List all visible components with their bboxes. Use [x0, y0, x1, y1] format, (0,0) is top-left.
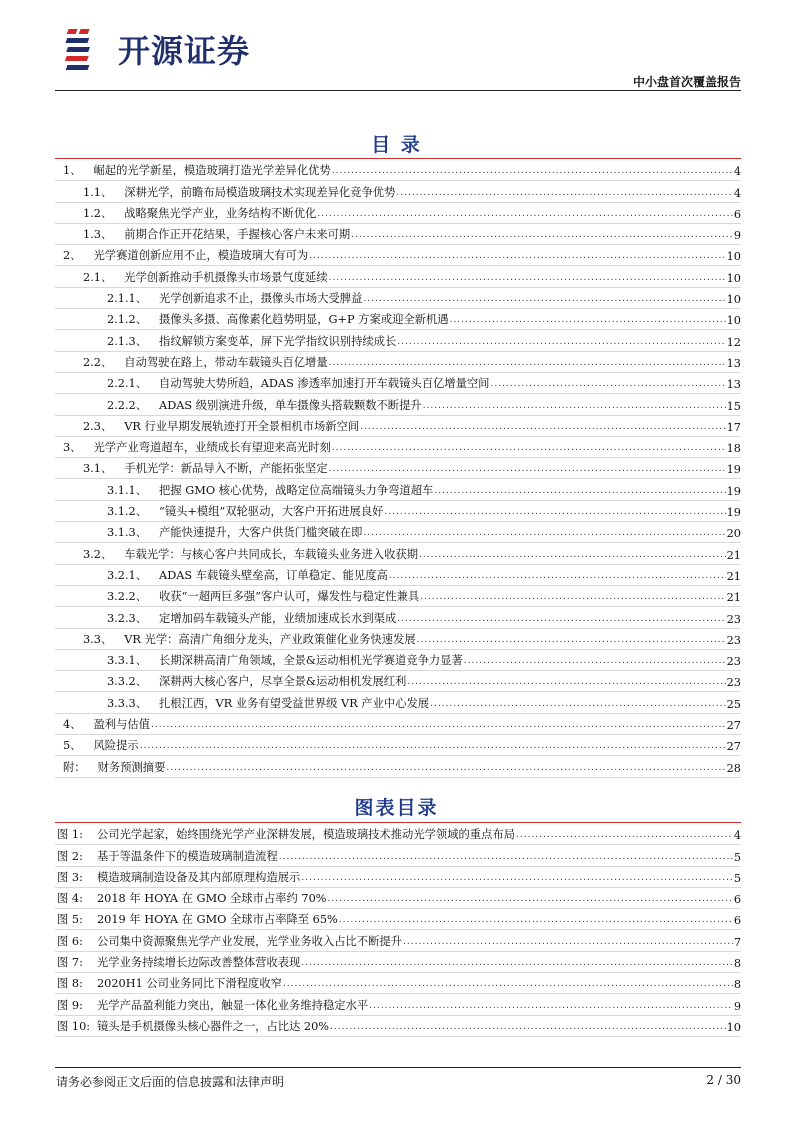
toc-entry[interactable]	[55, 330, 741, 351]
toc-entry-page: 23	[726, 655, 741, 669]
toc-entry-number: 3.2.2、	[107, 590, 148, 604]
toc-entry-title: 前期合作正开花结果，手握核心客户未来可期	[124, 228, 351, 242]
toc-entry-page: 4	[733, 186, 741, 200]
figure-entry-number: 图 5:	[57, 913, 83, 927]
toc-leader-dots	[360, 423, 725, 434]
toc-entry-number: 2.1.2、	[107, 313, 148, 327]
toc-entry-title: 崛起的光学新星，模造玻璃打造光学差异化优势	[93, 164, 331, 178]
figure-entry-title: 模造玻璃制造设备及其内部原理构造展示	[97, 870, 301, 884]
toc-leader-dots	[384, 508, 725, 519]
toc-entry[interactable]	[55, 607, 741, 628]
toc-entry-title: ADAS 车载镜头壁垒高，订单稳定、能见度高	[159, 568, 388, 582]
figure-entry-number: 图 4:	[57, 892, 83, 906]
toc-entry-page: 17	[726, 420, 741, 434]
toc-leader-dots	[434, 487, 725, 498]
toc-leader-dots	[332, 167, 733, 178]
toc-entry-title: 财务预测摘要	[97, 760, 166, 774]
toc-entry-page: 27	[726, 740, 741, 754]
figure-entry[interactable]	[55, 909, 741, 930]
toc-entry-number: 1.1、	[83, 185, 113, 199]
figure-leader-dots	[516, 831, 733, 842]
toc-entry-title: 风险提示	[93, 739, 139, 753]
figure-entry-page: 9	[733, 999, 741, 1013]
footer-disclaimer: 请务必参阅正文后面的信息披露和法律声明	[56, 1075, 285, 1089]
figure-entry[interactable]	[55, 888, 741, 909]
figure-entry[interactable]	[55, 867, 741, 888]
toc-leader-dots	[419, 551, 726, 562]
figure-entry-number: 图 8:	[57, 977, 83, 991]
toc-entry-number: 3.3.1、	[107, 654, 148, 668]
figure-entry-title: 公司光学起家，始终围绕光学产业深耕发展，模造玻璃技术推动光学领域的重点布局	[97, 828, 515, 842]
toc-leader-dots	[397, 615, 725, 626]
toc-entry[interactable]	[55, 288, 741, 309]
toc-entry[interactable]	[55, 394, 741, 415]
toc-entry-number: 2.2.2、	[107, 398, 148, 412]
toc-entry-title: 战略聚焦光学产业，业务结构不断优化	[124, 206, 317, 220]
toc-leader-dots	[464, 657, 726, 668]
toc-entry-title: 摄像头多摄、高像素化趋势明显，G+P 方案或迎全新机遇	[159, 313, 449, 327]
toc-entry[interactable]	[55, 160, 741, 181]
toc-entry[interactable]	[55, 756, 741, 777]
toc-entry-page: 4	[733, 165, 741, 179]
figure-entry-title: 基于等温条件下的模造玻璃制造流程	[97, 849, 278, 863]
toc-entry-title: 手机光学：新品导入不断，产能拓张坚定	[124, 462, 328, 476]
toc-leader-dots	[317, 210, 732, 221]
toc-entry[interactable]	[55, 501, 741, 522]
figure-list	[55, 824, 741, 1037]
toc-entry[interactable]	[55, 629, 741, 650]
toc-entry-title: 定增加码车载镜头产能，业绩加速成长水到渠成	[159, 611, 397, 625]
figure-entry-title: 光学产品盈利能力突出，触显一体化业务维持稳定水平	[97, 998, 369, 1012]
figure-entry-number: 图 3:	[57, 870, 83, 884]
toc-entry-title: 光学创新追求不止，摄像头市场大受脾益	[159, 292, 363, 306]
toc-entry[interactable]	[55, 181, 741, 202]
figure-entry-number: 图 1:	[57, 828, 83, 842]
toc-entry-page: 10	[726, 271, 741, 285]
toc-entry[interactable]	[55, 692, 741, 713]
toc-entry-page: 20	[726, 527, 741, 541]
toc-leader-dots	[420, 593, 725, 604]
toc-entry[interactable]	[55, 479, 741, 500]
toc-entry-page: 19	[726, 484, 741, 498]
toc-leader-dots	[396, 189, 732, 200]
toc-entry[interactable]	[55, 373, 741, 394]
toc-heading-divider	[55, 158, 741, 159]
toc-entry-page: 23	[726, 633, 741, 647]
toc-entry[interactable]	[55, 586, 741, 607]
toc-entry-title: 光学创新推动手机摄像头市场景气度延续	[124, 270, 328, 284]
toc-entry-title: 产能快速提升，大客户供货门槛突破在即	[159, 526, 363, 540]
figure-entry-number: 图 10:	[57, 1019, 91, 1033]
toc-entry[interactable]	[55, 671, 741, 692]
toc-entry-page: 10	[726, 314, 741, 328]
figure-entry-page: 10	[726, 1020, 741, 1034]
toc-entry-number: 3.2.3、	[107, 611, 148, 625]
brand-name: 开源证券	[118, 32, 251, 70]
toc-leader-dots	[332, 444, 726, 455]
toc-entry-number: 3.1.2、	[107, 505, 148, 519]
toc-entry-title: 盈利与估值	[93, 718, 150, 732]
toc-entry[interactable]	[55, 203, 741, 224]
toc-leader-dots	[417, 636, 726, 647]
toc-entry[interactable]	[55, 735, 741, 756]
figure-leader-dots	[339, 916, 733, 927]
table-of-contents	[55, 160, 741, 778]
toc-leader-dots	[329, 465, 726, 476]
toc-leader-dots	[430, 700, 726, 711]
figure-entry-number: 图 2:	[57, 849, 83, 863]
toc-entry-number: 3.1、	[83, 462, 113, 476]
toc-leader-dots	[309, 252, 725, 263]
figure-entry[interactable]	[55, 1016, 741, 1037]
toc-entry-page: 28	[726, 761, 741, 775]
toc-entry-page: 19	[726, 506, 741, 520]
toc-entry-number: 2.1.3、	[107, 334, 148, 348]
toc-entry-page: 12	[726, 335, 741, 349]
figure-entry-page: 8	[733, 957, 741, 971]
toc-entry-page: 21	[726, 591, 741, 605]
toc-entry-number: 4、	[63, 718, 82, 732]
figure-entry-page: 7	[733, 935, 741, 949]
toc-entry-page: 9	[733, 229, 741, 243]
toc-entry-number: 3.2、	[83, 547, 113, 561]
figure-entry[interactable]	[55, 994, 741, 1015]
toc-entry-title: 收获“一超两巨多强”客户认可，爆发性与稳定性兼具	[159, 590, 420, 604]
toc-entry-number: 3.2.1、	[107, 568, 148, 582]
toc-entry-title: 长期深耕高清广角领域，全景&运动相机光学赛道竞争力显著	[159, 654, 463, 668]
toc-leader-dots	[166, 764, 725, 775]
toc-leader-dots	[363, 529, 725, 540]
toc-leader-dots	[407, 678, 725, 689]
toc-entry-number: 3.3.3、	[107, 696, 148, 710]
figure-entry-title: 光学业务持续增长边际改善整体营收表现	[97, 956, 301, 970]
header-divider	[55, 90, 741, 91]
figure-list-heading-divider	[55, 822, 741, 823]
toc-entry[interactable]	[55, 437, 741, 458]
toc-entry-page: 19	[726, 463, 741, 477]
toc-entry[interactable]	[55, 224, 741, 245]
toc-entry-number: 5、	[63, 739, 82, 753]
toc-entry-number: 2.2、	[83, 355, 113, 369]
toc-entry-number: 2.1、	[83, 270, 113, 284]
toc-entry[interactable]	[55, 245, 741, 266]
figure-leader-dots	[330, 1023, 726, 1034]
toc-entry-title: ADAS 级别演进升级，单车摄像头搭载颗数不断提升	[159, 398, 422, 412]
figure-leader-dots	[301, 874, 732, 885]
figure-entry-number: 图 9:	[57, 998, 83, 1012]
toc-entry[interactable]	[55, 714, 741, 735]
toc-entry-number: 1.3、	[83, 228, 113, 242]
toc-entry[interactable]	[55, 565, 741, 586]
figure-entry-title: 2020H1 公司业务同比下滑程度收窄	[97, 977, 282, 991]
toc-leader-dots	[363, 295, 725, 306]
toc-entry-title: 深耕光学，前瞻布局模造玻璃技术实现差异化竞争优势	[124, 185, 396, 199]
figure-entry-page: 5	[733, 871, 741, 885]
figure-entry[interactable]	[55, 973, 741, 994]
figure-entry-title: 公司集中资源聚焦光学产业发展，光学业务收入占比不断提升	[97, 934, 403, 948]
figure-entry-page: 8	[733, 978, 741, 992]
toc-entry-number: 3.3、	[83, 632, 113, 646]
figure-entry[interactable]	[55, 930, 741, 951]
toc-entry-title: “镜头+模组”双轮驱动，大客户开拓进展良好	[159, 505, 384, 519]
toc-entry-title: VR 行业早期发展轨迹打开全景相机市场新空间	[124, 419, 360, 433]
figure-entry-title: 2019 年 HOYA 在 GMO 全球市占率降至 65%	[97, 913, 338, 927]
toc-entry-number: 3.3.2、	[107, 675, 148, 689]
toc-entry-number: 2.1.1、	[107, 292, 148, 306]
figure-entry-page: 4	[733, 829, 741, 843]
toc-leader-dots	[140, 742, 726, 753]
toc-entry-title: 自动驾驶大势所趋，ADAS 渗透率加速打开车载镜头百亿增量空间	[159, 377, 490, 391]
figure-entry-page: 5	[733, 850, 741, 864]
toc-entry[interactable]	[55, 266, 741, 287]
figure-entry-title: 镜头是手机摄像头核心器件之一，占比达 20%	[97, 1019, 330, 1033]
toc-entry-page: 25	[726, 697, 741, 711]
toc-entry-title: 自动驾驶在路上，带动车载镜头百亿增量	[124, 355, 328, 369]
figure-leader-dots	[403, 938, 733, 949]
toc-entry[interactable]	[55, 522, 741, 543]
toc-entry[interactable]	[55, 309, 741, 330]
figure-list-heading: 图表目录	[354, 797, 439, 819]
toc-entry-page: 13	[726, 356, 741, 370]
toc-entry-title: 把握 GMO 核心优势，战略定位高端镜头力争弯道超车	[159, 483, 434, 497]
toc-entry-title: VR 光学：高清广角细分龙头，产业政策催化业务快速发展	[124, 632, 416, 646]
toc-entry[interactable]	[55, 543, 741, 564]
footer-divider	[55, 1067, 741, 1068]
toc-entry-number: 2.2.1、	[107, 377, 148, 391]
toc-leader-dots	[397, 338, 725, 349]
toc-entry-number: 3.1.1、	[107, 483, 148, 497]
figure-leader-dots	[328, 895, 733, 906]
toc-entry-number: 3、	[63, 441, 82, 455]
figure-entry-title: 2018 年 HOYA 在 GMO 全球市占率约 70%	[97, 892, 327, 906]
figure-leader-dots	[301, 959, 732, 970]
figure-entry[interactable]	[55, 845, 741, 866]
toc-entry-page: 21	[726, 548, 741, 562]
toc-entry[interactable]	[55, 458, 741, 479]
toc-leader-dots	[389, 572, 726, 583]
toc-leader-dots	[151, 721, 726, 732]
toc-entry[interactable]	[55, 416, 741, 437]
toc-leader-dots	[423, 402, 726, 413]
toc-entry-number: 2.3、	[83, 419, 113, 433]
kaiyuan-logo-icon	[62, 25, 112, 73]
toc-entry-number: 附：	[63, 760, 86, 774]
page-indicator: 2 / 30	[706, 1073, 741, 1087]
figure-entry-page: 6	[733, 914, 741, 928]
toc-entry[interactable]	[55, 352, 741, 373]
toc-heading: 目 录	[371, 134, 422, 156]
toc-entry-title: 深耕两大核心客户，尽享全景&运动相机发展红利	[159, 675, 407, 689]
figure-leader-dots	[283, 980, 733, 991]
toc-entry-number: 2、	[63, 249, 82, 263]
figure-entry-page: 6	[733, 893, 741, 907]
toc-entry-title: 车载光学：与核心客户共同成长，车载镜头业务进入收获期	[124, 547, 418, 561]
toc-entry-page: 10	[726, 250, 741, 264]
toc-entry-page: 13	[726, 378, 741, 392]
toc-entry-page: 18	[726, 442, 741, 456]
figure-entry-number: 图 6:	[57, 934, 83, 948]
toc-entry-number: 1.2、	[83, 206, 113, 220]
toc-leader-dots	[490, 380, 725, 391]
brand-logo	[62, 24, 250, 74]
toc-entry-page: 23	[726, 676, 741, 690]
figure-entry[interactable]	[55, 824, 741, 845]
toc-leader-dots	[351, 231, 733, 242]
toc-entry-title: 光学赛道创新应用不止，模造玻璃大有可为	[93, 249, 309, 263]
toc-entry-title: 指纹解锁方案变革，屏下光学指纹识别持续成长	[159, 334, 397, 348]
toc-entry[interactable]	[55, 650, 741, 671]
toc-leader-dots	[329, 359, 726, 370]
toc-entry-page: 15	[726, 399, 741, 413]
figure-leader-dots	[369, 1002, 733, 1013]
toc-entry-number: 1、	[63, 164, 82, 178]
toc-entry-page: 27	[726, 719, 741, 733]
toc-entry-page: 6	[733, 207, 741, 221]
figure-entry[interactable]	[55, 952, 741, 973]
toc-entry-title: 扎根江西，VR 业务有望受益世界级 VR 产业中心发展	[159, 696, 430, 710]
toc-leader-dots	[450, 316, 726, 327]
toc-entry-number: 3.1.3、	[107, 526, 148, 540]
toc-entry-page: 10	[726, 293, 741, 307]
toc-entry-page: 23	[726, 612, 741, 626]
report-type-label: 中小盘首次覆盖报告	[632, 75, 741, 89]
toc-entry-title: 光学产业弯道超车，业绩成长有望迎来高光时刻	[93, 441, 331, 455]
figure-leader-dots	[279, 853, 733, 864]
toc-entry-page: 21	[726, 569, 741, 583]
figure-entry-number: 图 7:	[57, 956, 83, 970]
toc-leader-dots	[329, 274, 726, 285]
